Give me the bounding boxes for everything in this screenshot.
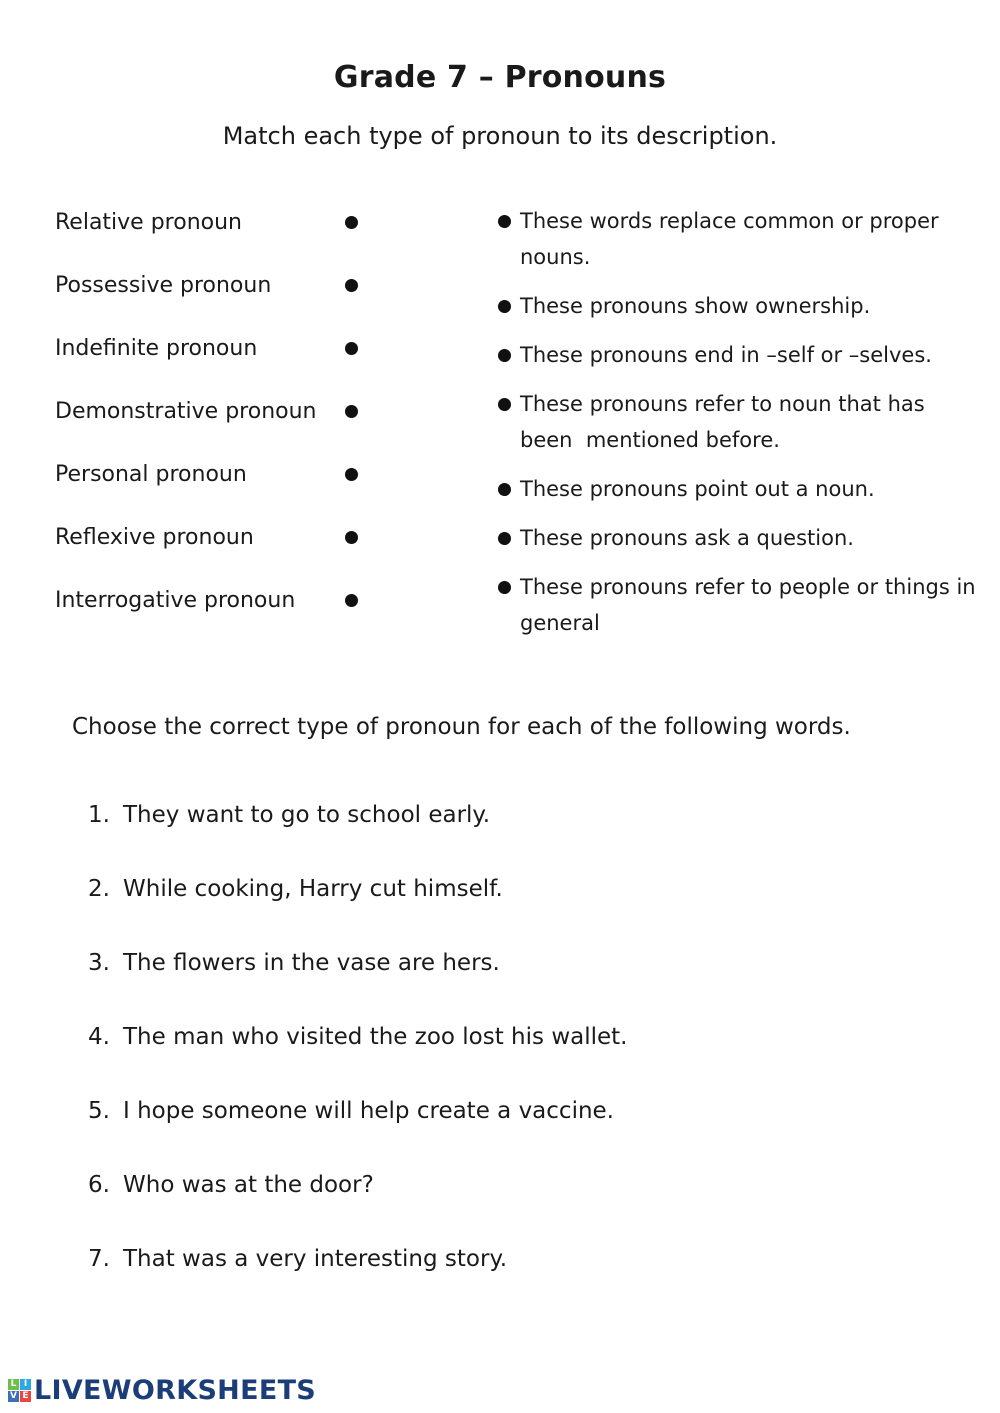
sentence-number: 3.	[88, 950, 110, 976]
sentence-number: 6.	[88, 1172, 110, 1198]
match-dot[interactable]	[498, 300, 511, 313]
descriptions-column	[498, 203, 989, 654]
pronoun-type-label: Reflexive pronoun	[55, 525, 254, 550]
description-text: These pronouns end in –self or –selves.	[520, 343, 932, 367]
match-dot[interactable]	[498, 532, 511, 545]
choose-instruction: Choose the correct type of pronoun for each of the following words.	[72, 714, 851, 740]
match-dot[interactable]	[345, 405, 358, 418]
sentence-item	[88, 948, 948, 979]
sentence-item	[88, 874, 948, 905]
match-dot[interactable]	[345, 216, 358, 229]
pronoun-types-column	[55, 191, 358, 632]
description-row	[498, 569, 989, 641]
pronoun-type-row	[55, 569, 358, 632]
liveworksheets-logo[interactable]	[8, 1375, 316, 1406]
worksheet-title: Grade 7 – Pronouns	[333, 60, 667, 95]
logo-tile-e: E	[20, 1391, 31, 1402]
match-dot[interactable]	[345, 531, 358, 544]
sentence-text: That was a very interesting story.	[123, 1246, 508, 1272]
match-dot[interactable]	[345, 342, 358, 355]
match-dot[interactable]	[345, 594, 358, 607]
pronoun-type-row	[55, 506, 358, 569]
matching-instruction: Match each type of pronoun to its description.	[222, 122, 778, 150]
pronoun-type-label: Relative pronoun	[55, 210, 242, 235]
sentence-text: Who was at the door?	[123, 1172, 374, 1198]
pronoun-type-row	[55, 254, 358, 317]
pronoun-type-row	[55, 443, 358, 506]
liveworksheets-tiles-icon	[8, 1379, 31, 1402]
logo-tile-l: L	[8, 1379, 19, 1390]
sentence-number: 2.	[88, 876, 110, 902]
logo-tile-v: V	[8, 1391, 19, 1402]
sentence-text: The flowers in the vase are hers.	[123, 950, 500, 976]
description-row	[498, 386, 980, 458]
pronoun-type-row	[55, 380, 358, 443]
description-row	[498, 288, 980, 324]
description-row	[498, 203, 980, 275]
match-dot[interactable]	[498, 349, 511, 362]
sentence-text: While cooking, Harry cut himself.	[123, 876, 503, 902]
pronoun-type-label: Interrogative pronoun	[55, 588, 296, 613]
match-dot[interactable]	[345, 468, 358, 481]
pronoun-type-label: Possessive pronoun	[55, 273, 272, 298]
match-dot[interactable]	[498, 483, 511, 496]
description-text: These pronouns ask a question.	[520, 526, 854, 550]
sentence-item	[88, 1244, 948, 1275]
description-text: These pronouns point out a noun.	[520, 477, 875, 501]
sentence-text: The man who visited the zoo lost his wallet.	[123, 1024, 628, 1050]
sentence-item	[88, 800, 948, 831]
match-dot[interactable]	[498, 581, 511, 594]
description-row	[498, 520, 980, 556]
sentence-item	[88, 1170, 948, 1201]
pronoun-type-label: Demonstrative pronoun	[55, 399, 317, 424]
logo-tile-i: I	[20, 1379, 31, 1390]
sentence-item	[88, 1096, 948, 1127]
sentence-number: 4.	[88, 1024, 110, 1050]
description-text: These pronouns refer to people or things in general	[520, 575, 989, 635]
match-dot[interactable]	[498, 398, 511, 411]
sentence-number: 5.	[88, 1098, 110, 1124]
pronoun-type-row	[55, 191, 358, 254]
liveworksheets-wordmark: LIVEWORKSHEETS	[34, 1375, 317, 1406]
description-row	[498, 337, 980, 373]
pronoun-type-label: Personal pronoun	[55, 462, 247, 487]
match-dot[interactable]	[345, 279, 358, 292]
description-text: These pronouns show ownership.	[520, 294, 871, 318]
sentence-number: 1.	[88, 802, 110, 828]
match-dot[interactable]	[498, 215, 511, 228]
description-text: These pronouns refer to noun that has been mentioned before.	[520, 392, 932, 452]
description-row	[498, 471, 980, 507]
sentence-text: I hope someone will help create a vaccine.	[123, 1098, 614, 1124]
description-text: These words replace common or proper nouns.	[520, 209, 946, 269]
sentence-text: They want to go to school early.	[123, 802, 491, 828]
sentence-list	[88, 800, 948, 1318]
sentence-item	[88, 1022, 948, 1053]
pronoun-type-label: Indefinite pronoun	[55, 336, 258, 361]
pronoun-type-row	[55, 317, 358, 380]
sentence-number: 7.	[88, 1246, 110, 1272]
